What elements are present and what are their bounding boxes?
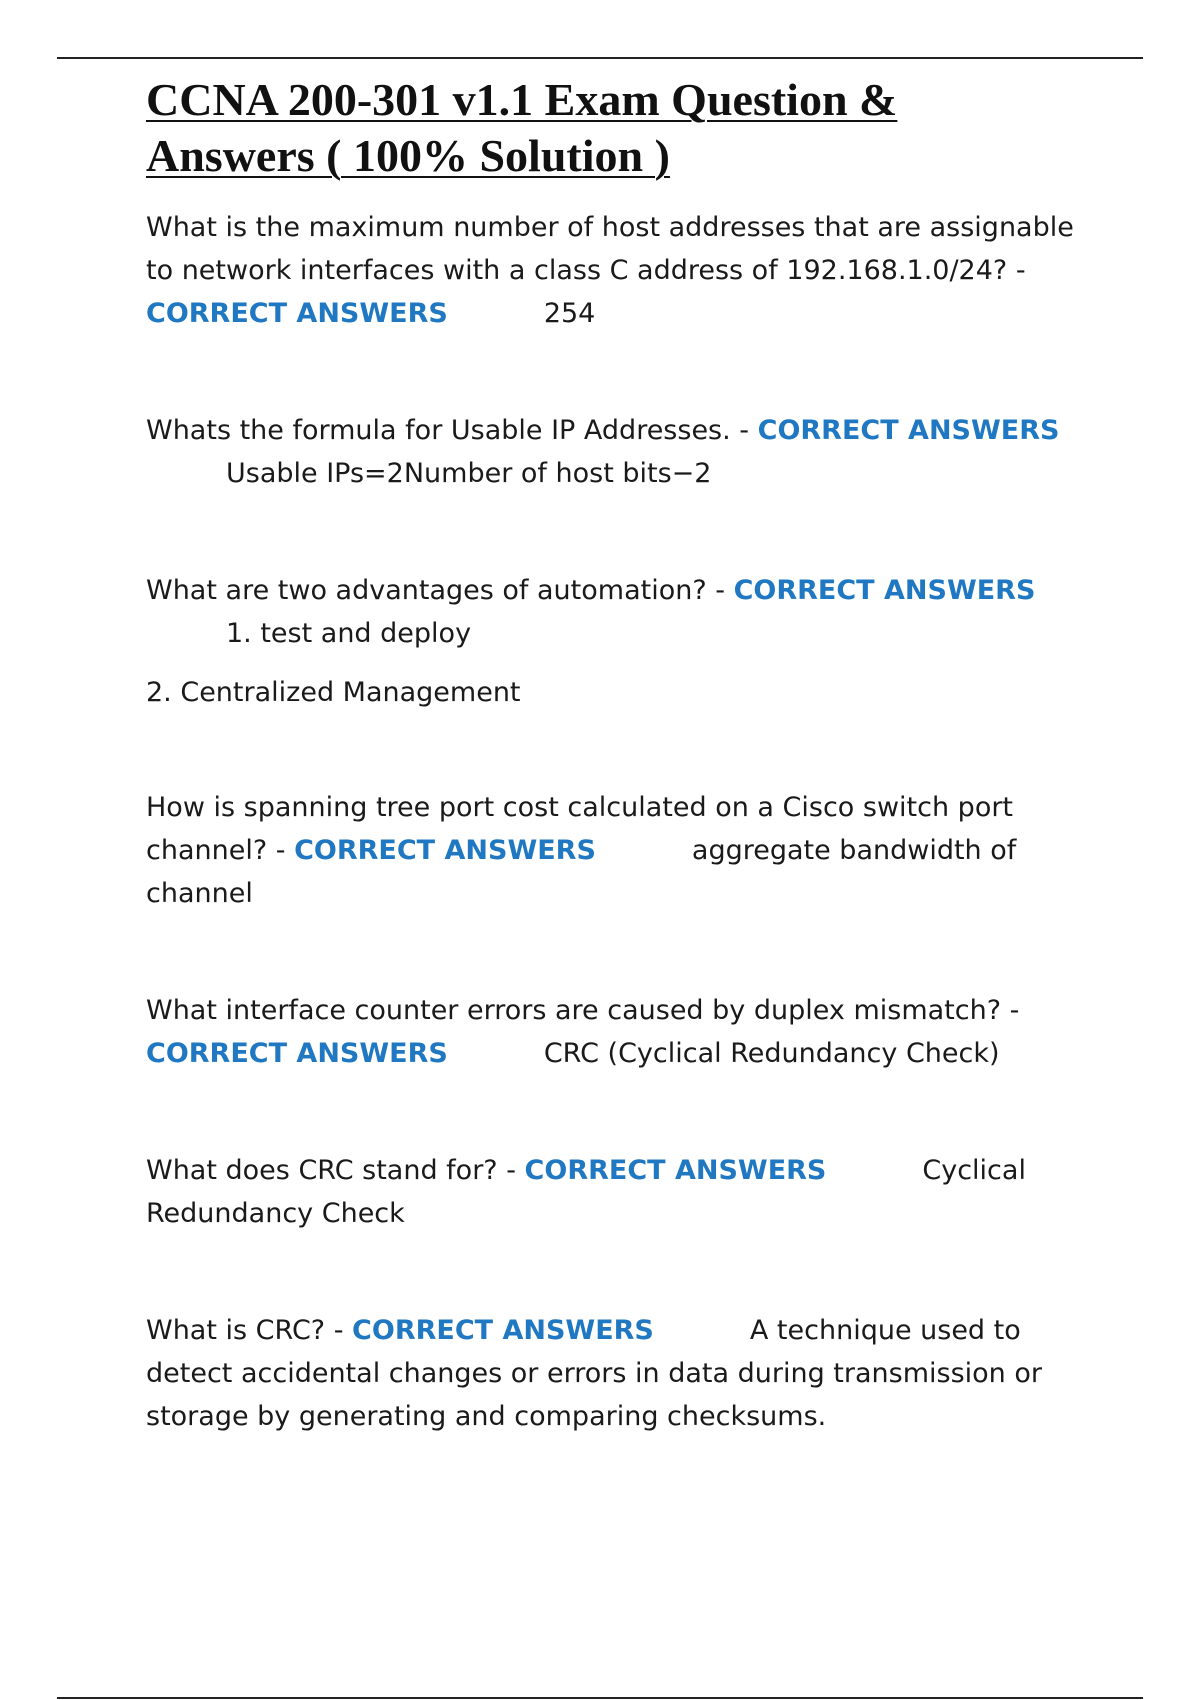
qa-item bbox=[146, 206, 1106, 335]
answer-list-item: 2. Centralized Management bbox=[146, 677, 521, 708]
document-body bbox=[146, 72, 1106, 1438]
answer-text: 254 bbox=[543, 298, 596, 329]
title-line-2: Answers ( 100% Solution ) bbox=[146, 130, 670, 181]
question-text: What is the maximum number of host addresses that are assignable to network interfaces with a class C address of 192.168.1.0/24? - bbox=[146, 212, 1074, 286]
answer-label: CORRECT ANSWERS bbox=[733, 575, 1036, 606]
question-text: Whats the formula for Usable IP Addresses. - bbox=[146, 415, 758, 446]
title-line-1: CCNA 200-301 v1.1 Exam Question & bbox=[146, 74, 898, 125]
answer-label: CORRECT ANSWERS bbox=[146, 298, 448, 329]
answer-label: CORRECT ANSWERS bbox=[352, 1315, 654, 1346]
top-rule bbox=[57, 57, 1143, 59]
question-text: What interface counter errors are caused by duplex mismatch? - bbox=[146, 995, 1020, 1026]
answer-text: Cyclical Redundancy Check bbox=[146, 1155, 1026, 1229]
answer-list-item: 1. test and deploy bbox=[226, 618, 472, 649]
qa-item bbox=[146, 1149, 1106, 1235]
qa-item bbox=[146, 786, 1106, 915]
question-text: What is CRC? - bbox=[146, 1315, 353, 1346]
answer-text: Usable IPs=2Number of host bits−2 bbox=[226, 458, 712, 489]
answer-text: aggregate bandwidth of channel bbox=[146, 835, 1017, 909]
answer-label: CORRECT ANSWERS bbox=[757, 415, 1060, 446]
document-title bbox=[146, 72, 1106, 184]
bottom-rule bbox=[57, 1697, 1143, 1699]
answer-text: A technique used to detect accidental changes or errors in data during transmission or storage by generating and comparing checksums. bbox=[146, 1315, 1042, 1432]
answer-label: CORRECT ANSWERS bbox=[524, 1155, 827, 1186]
qa-item bbox=[146, 989, 1106, 1075]
question-text: What are two advantages of automation? - bbox=[146, 575, 734, 606]
question-text: What does CRC stand for? - bbox=[146, 1155, 525, 1186]
question-text: How is spanning tree port cost calculated on a Cisco switch port channel? - bbox=[146, 792, 1014, 866]
answer-label: CORRECT ANSWERS bbox=[146, 1038, 448, 1069]
qa-item bbox=[146, 1309, 1106, 1438]
qa-item bbox=[146, 409, 1106, 452]
answer-label: CORRECT ANSWERS bbox=[294, 835, 596, 866]
qa-item bbox=[146, 569, 1106, 612]
answer-text: CRC (Cyclical Redundancy Check) bbox=[543, 1038, 1000, 1069]
